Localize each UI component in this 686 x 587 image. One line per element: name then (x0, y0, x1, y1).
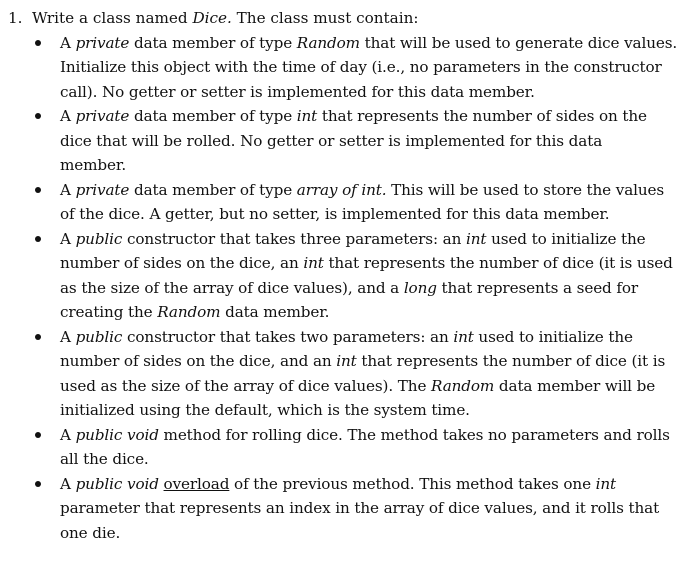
line: A public void method for rolling dice. The method takes no parameters and rolls (60, 425, 670, 444)
line: one die. (60, 523, 121, 542)
line: A public void overload of the previous method. This method takes one int (60, 474, 617, 493)
line: used as the size of the array of dice values). The Random data member will be (60, 376, 656, 395)
bullet-icon (35, 40, 41, 46)
line: creating the Random data member. (60, 303, 330, 321)
line: parameter that represents an index in the array of dice values, and it rolls that (60, 499, 660, 517)
line: initialized using the default, which is the system time. (60, 401, 470, 419)
list-item (8, 227, 680, 325)
line: number of sides on the dice, an int that represents the number of dice (it is used (60, 254, 673, 272)
line: of the dice. A getter, but no setter, is implemented for this data member. (60, 205, 610, 223)
numbered-item (8, 6, 680, 545)
line: member. (60, 156, 127, 174)
item-intro: Write a class named Dice. The class must contain: (32, 9, 419, 27)
bullet-icon (35, 113, 41, 119)
list-item (8, 472, 680, 546)
list-item (8, 423, 680, 472)
underlined-term: overload (163, 474, 230, 493)
line: A private data member of type Random that will be used to generate dice values. (60, 33, 678, 52)
requirement-list (8, 31, 680, 546)
line: A private data member of type array of int. This will be used to store the values (60, 180, 665, 199)
list-item (8, 325, 680, 423)
line: dice that will be rolled. No getter or setter is implemented for this data (60, 131, 603, 150)
line: number of sides on the dice, and an int that represents the number of dice (it is (60, 352, 666, 370)
list-item (8, 178, 680, 227)
line: call). No getter or setter is implemented for this data member. (60, 82, 535, 101)
list-item (8, 31, 680, 105)
line: A public constructor that takes two parameters: an int used to initialize the (60, 327, 633, 346)
bullet-icon (35, 236, 41, 242)
line: as the size of the array of dice values), and a long that represents a seed for (60, 278, 639, 297)
line: Initialize this object with the time of day (i.e., no parameters in the constructor (60, 58, 662, 76)
line: A private data member of type int that represents the number of sides on the (60, 107, 647, 125)
bullet-icon (35, 481, 41, 487)
line: A public constructor that takes three parameters: an int used to initialize the (60, 229, 646, 248)
list-item (8, 104, 680, 178)
class-name: Dice. (192, 9, 232, 27)
bullet-icon (35, 334, 41, 340)
line: all the dice. (60, 450, 149, 468)
bullet-icon (35, 187, 41, 193)
bullet-icon (35, 432, 41, 438)
item-number: 1. (8, 9, 23, 27)
